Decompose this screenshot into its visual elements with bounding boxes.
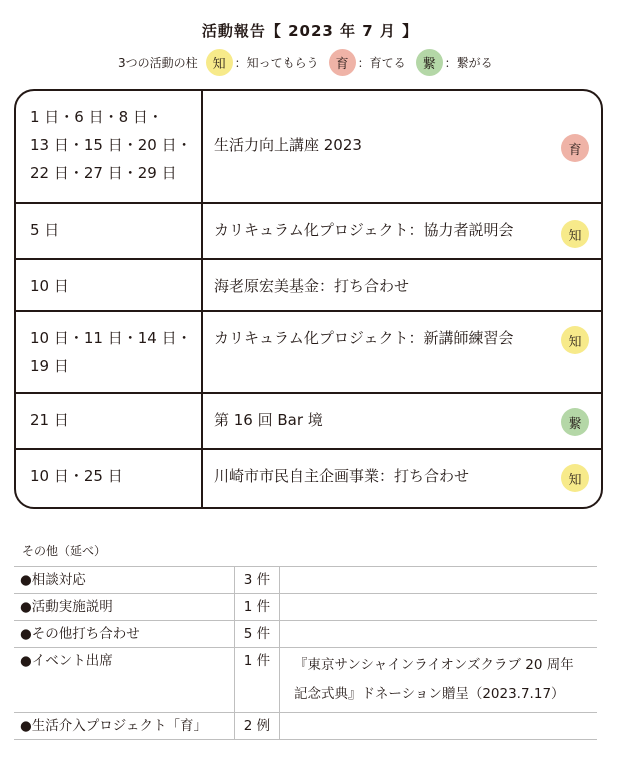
badge-know-icon: 知 [206,49,233,76]
other-count: 1 件 [235,648,280,713]
badge-know-icon: 知 [561,220,589,248]
badge-grow-icon: 育 [561,134,589,162]
badge-know-icon: 知 [561,326,589,354]
legend-item-know [206,49,319,76]
badge-know-icon: 知 [561,464,589,492]
table-row [14,713,597,740]
other-count: 2 例 [235,713,280,740]
other-label: ●イベント出席 [14,648,235,713]
activity-date: 10 日 [30,277,69,295]
table-row [14,594,597,621]
other-section-title: その他（延べ） [22,544,107,558]
activity-date: 5 日 [30,221,60,239]
other-label: ●生活介入プロジェクト「育」 [14,713,235,740]
other-table [14,566,597,740]
activity-content: カリキュラム化プロジェクト：協力者説明会 [214,221,514,239]
activity-date: 21 日 [30,411,69,429]
activity-content: 第 16 回 Bar 境 [214,411,323,429]
badge-connect-icon: 繋 [561,408,589,436]
legend-caption: 3つの活動の柱 [118,55,198,70]
page-title: 活動報告【 2023 年 7 月 】 [201,22,419,40]
legend-item-grow [329,49,406,76]
other-count: 1 件 [235,594,280,621]
activity-row [16,202,601,260]
other-note: 『東京サンシャインライオンズクラブ 20 周年 記念式典』ドネーション贈呈（2023.7.17） [280,648,598,713]
table-row [14,621,597,648]
other-count: 5 件 [235,621,280,648]
activity-row [16,392,601,450]
activity-table [14,89,603,509]
pillar-legend [118,49,503,75]
other-label: ●活動実施説明 [14,594,235,621]
activity-row [16,91,601,201]
other-note [280,567,598,594]
badge-grow-icon: 育 [329,49,356,76]
activity-row [16,448,601,509]
activity-row [16,258,601,312]
other-note [280,621,598,648]
other-note [280,594,598,621]
legend-text: ：育てる [357,55,406,70]
activity-date: 10 日・25 日 [30,467,123,485]
activity-content: 生活力向上講座 2023 [214,136,362,154]
activity-date: 1 日・6 日・8 日・ 13 日・15 日・20 日・ 22 日・27 日・29 日 [30,108,192,182]
legend-text: ：繋がる [444,55,493,70]
other-label: ●その他打ち合わせ [14,621,235,648]
activity-row [16,310,601,394]
activity-content: 海老原宏美基金：打ち合わせ [214,277,410,295]
other-label: ●相談対応 [14,567,235,594]
legend-item-connect [416,49,493,76]
activity-content: 川崎市市民自主企画事業：打ち合わせ [214,467,470,485]
table-row [14,567,597,594]
other-note [280,713,598,740]
legend-text: ：知ってもらう [234,55,319,70]
activity-date: 10 日・11 日・14 日・ 19 日 [30,329,192,375]
badge-connect-icon: 繋 [416,49,443,76]
other-count: 3 件 [235,567,280,594]
table-row [14,648,597,713]
activity-content: カリキュラム化プロジェクト：新講師練習会 [214,329,514,347]
